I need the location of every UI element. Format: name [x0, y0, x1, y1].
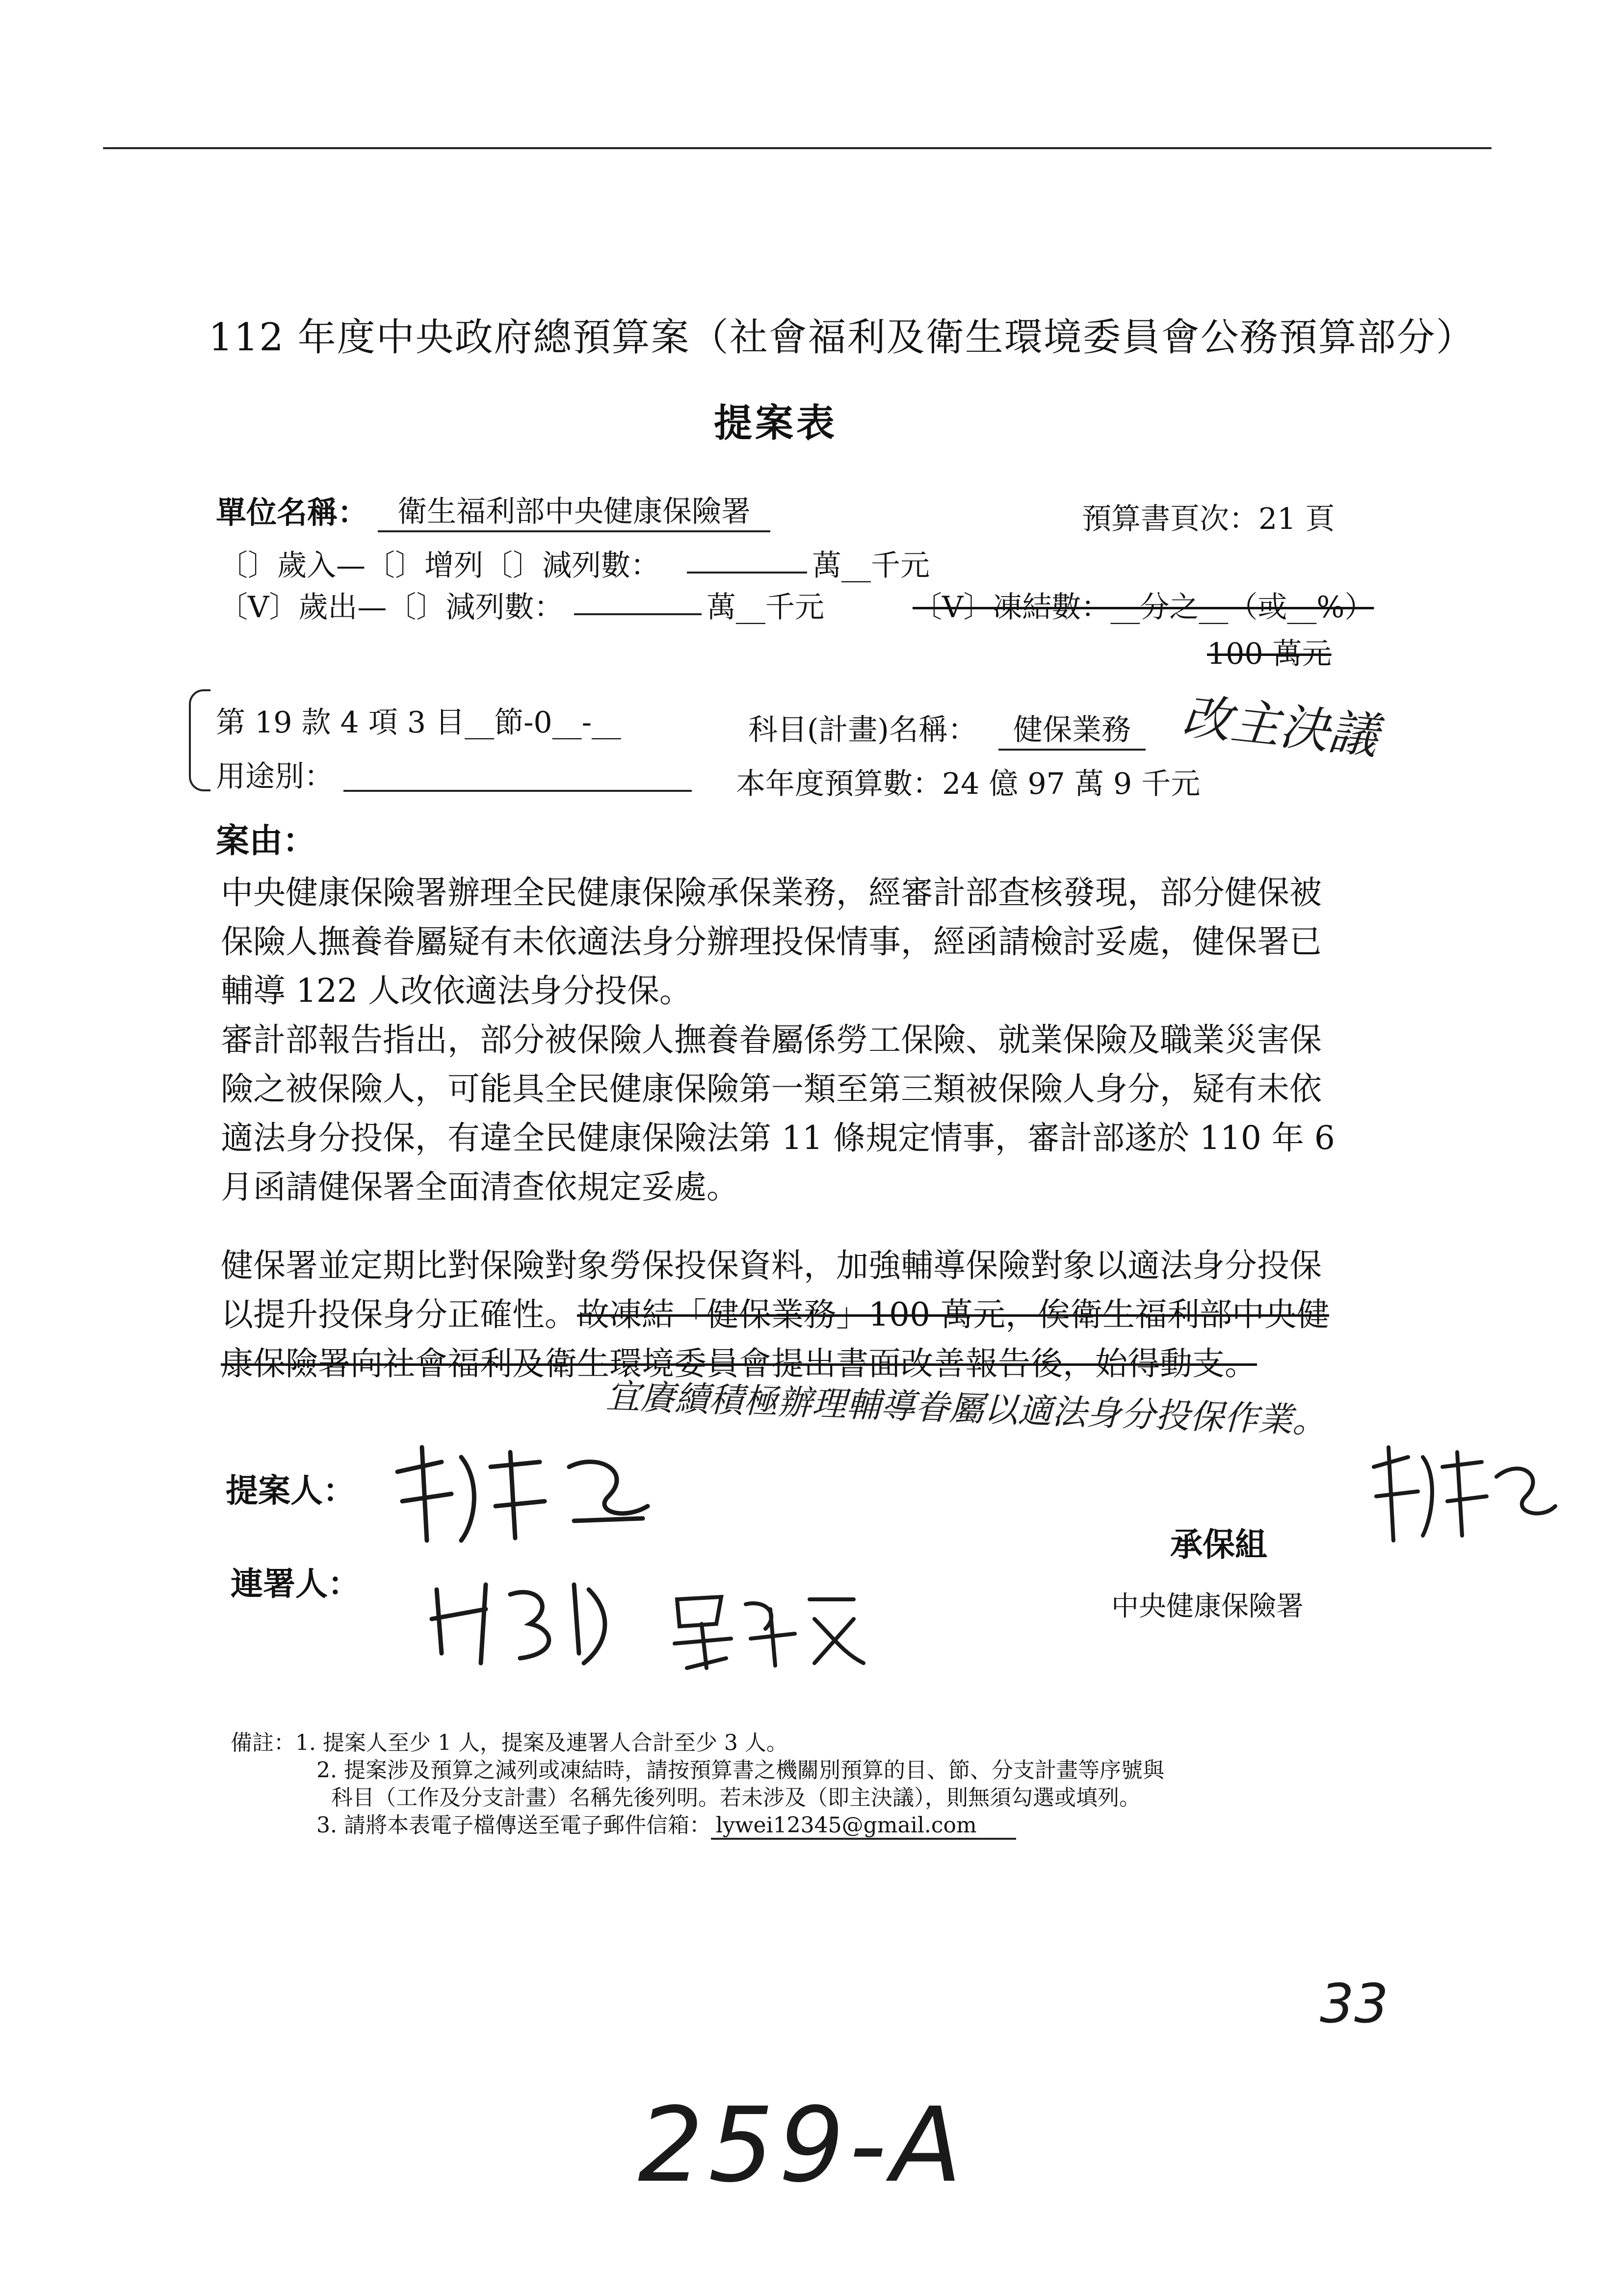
notes-label: 備註： [231, 1730, 295, 1755]
item-code: 第 19 款 4 項 3 目__節-0__-__ [216, 705, 621, 740]
note-1: 1. 提案人至少 1 人，提案及連署人合計至少 3 人。 [295, 1730, 788, 1755]
subject-value: 健保業務 [998, 706, 1146, 751]
paragraph-1: 中央健康保險署辦理全民健康保險承保業務，經審計部查核發現，部分健保被保險人撫養眷屬疑有未依適法身分辦理投保情事，經函請檢討妥處，健保署已輔導 122 人改依適法身分投保。 [221, 874, 1322, 1010]
annual-budget: 本年度預算數：24 億 97 萬 9 千元 [736, 767, 1201, 801]
revenue-blank [687, 572, 807, 574]
paragraph-3-mid: 以提升投保身分正確性。 [221, 1296, 577, 1333]
freeze-amount: 100 萬元 [1207, 637, 1332, 671]
agency-label: 中央健康保險署 [1111, 1591, 1304, 1622]
notes-row-3 [231, 1812, 1164, 1839]
handwritten-resolution-note: 改主決議 [1179, 687, 1381, 765]
note-2b: 科目（工作及分支計畫）名稱先後列明。若未涉及（即主決議），則無須勾選或填列。 [331, 1785, 1141, 1810]
note-2a: 2. 提案涉及預算之減列或凍結時，請按預算書之機關別預算的目、節、分支計畫等序號與 [316, 1758, 1164, 1783]
cosigner-signature-1 [427, 1570, 633, 1668]
usage-blank [343, 790, 692, 792]
handwritten-doc-code: 259-A [638, 2085, 967, 2205]
handwritten-page-number: 33 [1320, 1972, 1388, 2035]
page-ref: 預算書頁次：21 頁 [1082, 502, 1335, 536]
proposer-signature [388, 1437, 662, 1550]
revenue-line: 〔〕歲入—〔〕增列〔〕減列數： [218, 548, 660, 583]
unit-value: 衛生福利部中央健康保險署 [378, 488, 770, 532]
amendment-body [221, 1241, 1344, 1388]
notes-row-1 [231, 1729, 1164, 1757]
notes-block [231, 1729, 1164, 1839]
document-subtitle: 提案表 [714, 401, 838, 445]
paragraph-3 [221, 1241, 1344, 1388]
usage-label: 用途別： [216, 759, 334, 794]
top-rule [103, 147, 1492, 149]
email-address: lywei12345@gmail.com [711, 1813, 1016, 1840]
cosigner-label: 連署人： [231, 1565, 360, 1603]
proposer-label: 提案人： [226, 1471, 355, 1510]
reason-body [221, 868, 1344, 1212]
group-label: 承保組 [1170, 1525, 1267, 1564]
expense-unit: 萬__千元 [707, 590, 824, 625]
handwritten-signature-margin [1364, 1437, 1570, 1550]
unit-label: 單位名稱： [216, 495, 368, 530]
cosigner-signature-2 [667, 1580, 873, 1673]
document-title: 112 年度中央政府總預算案（社會福利及衛生環境委員會公務預算部分） [209, 315, 1475, 360]
expense-line: 〔V〕歲出—〔〕減列數： [218, 590, 564, 625]
subject-label: 科目(計畫)名稱： [748, 713, 977, 747]
expense-blank [574, 613, 702, 615]
paragraph-3-lead: 健保署並定期比對保險對象勞保投保資料，加強輔導保險對象以適法身分投保 [221, 1247, 1322, 1284]
handwritten-insertion: 宜賡續積極辦理輔導眷屬以適法身分投保作業。 [605, 1376, 1328, 1441]
paragraph-2: 審計部報告指出，部分被保險人撫養眷屬係勞工保險、就業保險及職業災害保險之被保險人，可能具全民健康保險第一類至第三類被保險人身分，疑有未依適法身分投保，有違全民健康保險法第 11 條規定情事，審計部遂於 110 年 6 月函請健保署全面清查依規定妥處。 [221, 1021, 1335, 1206]
reason-label: 案由： [216, 821, 316, 861]
item-bracket [189, 689, 210, 791]
note-3: 3. 請將本表電子檔傳送至電子郵件信箱： [316, 1813, 711, 1838]
paragraph-3-struck: 故凍結「健保業務」100 萬元，俟衛生福利部中央健康保險署向社會福利及衛生環境委員會提出書面改善報告後，始得動支。 [221, 1296, 1329, 1383]
freeze-text: 〔V〕凍結數：__分之__（或__%） [913, 590, 1374, 625]
revenue-unit: 萬__千元 [812, 548, 930, 583]
